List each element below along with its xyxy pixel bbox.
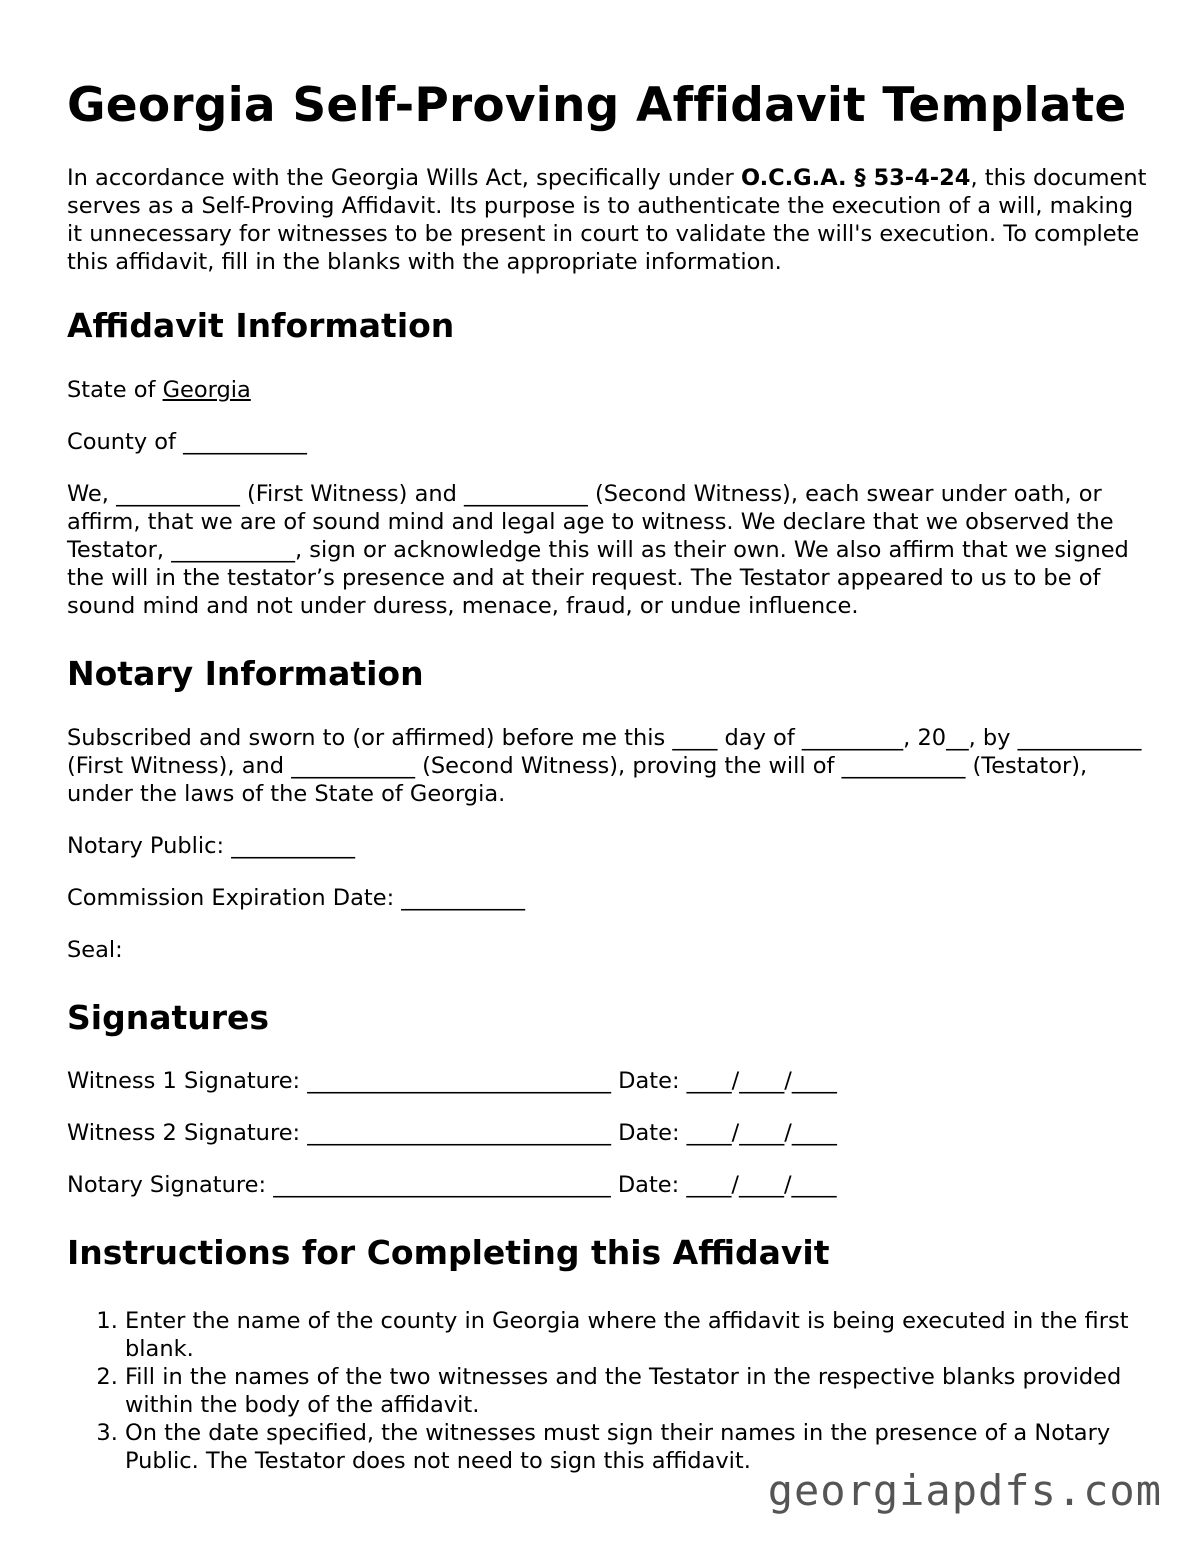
list-item: 2. Fill in the names of the two witnesses and the Testator in the respective blanks provided within the body of the affidavit. [125,1363,1147,1419]
seal-line: Seal: [67,936,123,963]
commission-expiration-line: Commission Expiration Date: ___________ [67,884,526,911]
state-line [67,376,1147,404]
instructions-list [67,1307,1147,1475]
statute-reference: O.C.G.A. § 53-4-24 [740,165,971,192]
watermark: georgiapdfs.com [767,1466,1162,1515]
document-page [67,78,1147,1475]
affidavit-information-heading: Affidavit Information [67,306,455,346]
county-line: County of ___________ [67,428,307,455]
intro-paragraph [67,164,1147,276]
list-item: 3. On the date specified, the witnesses must sign their names in the presence of a Notary Public. The Testator does not need to sign this affidavit. [125,1419,1147,1475]
notary-signature-line: Notary Signature: ______________________________ Date: ____/____/____ [67,1172,837,1199]
page-title: Georgia Self-Proving Affidavit Template [67,78,1127,133]
instructions-heading: Instructions for Completing this Affidavit [67,1233,830,1273]
intro-text-after: , this document serves as a Self-Proving Affidavit. Its purpose is to authenticate the execution of a will, making it unnecessary for witnesses to be present in court to validate the will's execution. To complete this affidavit, fill in the blanks with the appropriate information. [67,165,1147,276]
notary-information-heading: Notary Information [67,653,424,693]
signatures-heading: Signatures [67,997,270,1037]
notary-public-line: Notary Public: ___________ [67,832,355,859]
witness2-signature-line: Witness 2 Signature: ___________________________ Date: ____/____/____ [67,1120,837,1147]
subscribed-paragraph: Subscribed and sworn to (or affirmed) before me this ____ day of _________, 20__, by ___________ (First Witness), and ___________ (Second Witness), proving the will of ___________ (Testator), under the laws of the State of Georgia. [67,724,1142,807]
state-label: State of [67,376,163,403]
witness1-signature-line: Witness 1 Signature: ___________________________ Date: ____/____/____ [67,1068,837,1095]
oath-paragraph: We, ___________ (First Witness) and ___________ (Second Witness), each swear under oath, or affirm, that we are of sound mind and legal age to witness. We declare that we observed the Testator, ___________, sign or acknowledge this will as their own. We also affirm that we signed the will in the testator’s presence and at their request. The Testator appeared to us to be of sound mind and not under duress, menace, fraud, or undue influence. [67,480,1129,619]
list-item: 1. Enter the name of the county in Georgia where the affidavit is being executed in the first blank. [125,1307,1147,1363]
intro-text-before: In accordance with the Georgia Wills Act, specifically under [67,165,741,192]
state-value: Georgia [162,376,251,403]
